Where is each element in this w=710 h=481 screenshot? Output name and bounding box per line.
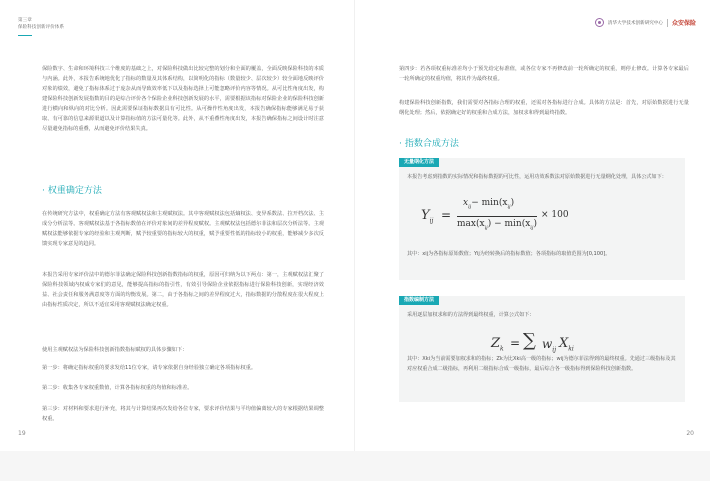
bullet-dot-icon: · bbox=[42, 186, 45, 196]
running-header bbox=[18, 17, 64, 31]
normalization-intro: 本报告考虑到指数的实际情况和指标数据的可比性，运用功效系数法对原始数据进行无量纲化处理，具体公式如下： bbox=[407, 174, 667, 180]
index-compilation-intro: 采用逐层加权求和的方法得到最终权重，计算公式如下： bbox=[407, 312, 535, 318]
index-compilation-tag: 指数编制方法 bbox=[399, 296, 439, 305]
university-seal-icon bbox=[595, 18, 604, 27]
formula-equals: = bbox=[510, 336, 521, 350]
logo-brand-name: 众安保险 bbox=[671, 20, 696, 27]
synthesis-intro: 构建保险科技创新指数，我们需要对各指标合理的权重，还需对各指标进行合成。具体的方法是：首先，对原始数据进行无量纲化处理；然后，依据确定好的权重和合成方法，加权求和得到最终指数。 bbox=[399, 100, 689, 116]
step-4: 第四步：若各项权重标准差均小于预先给定标准值，或各位专家不再修改前一轮所确定的权重，则停止修改。计算各专家最后一轮所确定的权重均值，将其作为最终权重。 bbox=[399, 66, 689, 82]
page-number-left: 19 bbox=[18, 430, 26, 437]
formula-y: $Y_{ij}$ bbox=[421, 208, 434, 225]
bottom-shadow-bar bbox=[0, 451, 710, 481]
chapter-label: 第三章 bbox=[18, 18, 32, 23]
step-3: 第三步：对材料和要求进行补充，将其与计算结果再次发给各位专家，要求评价结果与平均值偏离较大的专家根据结果调整权重。 bbox=[42, 406, 324, 422]
right-page bbox=[355, 0, 710, 481]
page-number-right: 20 bbox=[686, 430, 694, 437]
publisher-logo bbox=[595, 18, 696, 27]
formula-z: $Z_k$ bbox=[491, 336, 504, 353]
formula-equals: = bbox=[441, 208, 452, 222]
normalization-tag: 无量纲化方法 bbox=[399, 158, 439, 167]
fraction-bar bbox=[457, 216, 537, 217]
formula-w: $w_{ij}$ bbox=[542, 337, 557, 354]
formula-times-100: × 100 bbox=[541, 210, 569, 220]
index-compilation-card bbox=[399, 296, 685, 402]
methods-paragraph: 在传统研究方法中，权重确定方法有客观赋权法和主观赋权法。其中客观赋权法包括熵权法、变异系数法、拉开档次法、主成分分析法等。客观赋权法基于各指标数值在评价对象间的差异程度赋权。主观赋权法包括德尔菲法和层次分析法等。主观赋权法能够依据专家的经验和主观判断，赋予较重要的指标较大的权重，赋予重要性低的指标较小的权重，能够减少多次反馈实现专家意见的趋同。 bbox=[42, 211, 324, 247]
normalization-card bbox=[399, 158, 685, 280]
formula-x: $X_{ki}$ bbox=[559, 336, 574, 353]
section-heading-synthesis bbox=[399, 136, 459, 149]
section-heading-synthesis-text: 指数合成方法 bbox=[404, 139, 459, 149]
section-heading-weights bbox=[42, 183, 102, 196]
sum-icon: ∑ bbox=[523, 330, 536, 351]
step-2: 第二步：收集各专家权重数值，计算各指标权重的均值和标准差。 bbox=[42, 385, 193, 391]
logo-org-name: 清华大学技术创新研究中心 bbox=[607, 20, 663, 26]
formula-numerator: $x_{ij}- \min(x_{ij})$ bbox=[463, 198, 515, 210]
step-1: 第一步：将确定指标权重的要求发给11位专家，请专家依据自身经验独立确定各项指标权重。 bbox=[42, 365, 257, 371]
delphi-paragraph: 本报告采用专家评价法中的德尔菲法确定保险科技创新指数指标的权重，原因可归纳为以下两点：第一，主观赋权法汇聚了保险科技领域内权威专家们的意见，能够提高指标的指引性，有效引导保险企业依据指标进行保险科技创新，实现经济效益、社会责任和服务满意度等方面的均衡发展。第二，由于各指标之间的差异程度过大，指标数据的分散程度在很大程度上由指标性质决定，所以不适宜采用客观赋权法确定权重。 bbox=[42, 272, 324, 308]
intro-paragraph: 保险数字、生命和环境科技三个维度的基础之上，对保险科技做出比较完整的划分和全面的覆盖，全面反映保险科技的本质与内涵。此外，本报告系统地优化了指标的数量及其体系结构，以简明化的指标（数量较少、层次较少）较全面地反映评价对象的绩效，避免了指标体系过于庞杂从而导致效率低下以及指标选择上可能忽略评价内容等情况。从可比性角度出发，构建保险科技创新发展指数的目的是综合评价各个保险企业科技创新发展的水平，需要根据该指标对保险企业的保险科技创新进行横向和纵向的对比分析。因此需要保证指标数据具有可比性。从可操作性角度出发，本报告确保指标能够满足易于获取、有可靠的信息来源渠道以及计算指标值的方法可量化等。此外，从不重叠性角度出发，本报告确保指标之间设计时注意尽量避免指标的重叠，从而避免评价结果失真。 bbox=[42, 66, 324, 132]
index-compilation-note: 其中：Xki为当前需要加权求和的指标；Zk为比Xki高一级的指标；wij为德尔菲法得到的最终权重。先通过三级指标及其对应权重合成二级指标，再利用二级指标合成一级指标，最后综合各一级指标得到保险科技创新指数。 bbox=[407, 356, 676, 372]
bullet-dot-icon: · bbox=[399, 139, 402, 149]
formula-denominator: $\max(x_{ij}) - \min(x_{ij})$ bbox=[457, 219, 537, 231]
header-accent-line bbox=[18, 35, 32, 36]
section-heading-weights-text: 权重确定方法 bbox=[47, 186, 102, 196]
chapter-title: 保险科技创新评价体系 bbox=[18, 25, 64, 30]
normalization-note: 其中：xij为各指标原始数值；Yij为经转换后的指标数值；各项指标的取值范围为[0,100]。 bbox=[407, 251, 611, 257]
logo-divider bbox=[667, 19, 668, 27]
steps-intro: 使用主观赋权法为保险科技创新指数指标赋权的具体步骤如下： bbox=[42, 347, 188, 353]
